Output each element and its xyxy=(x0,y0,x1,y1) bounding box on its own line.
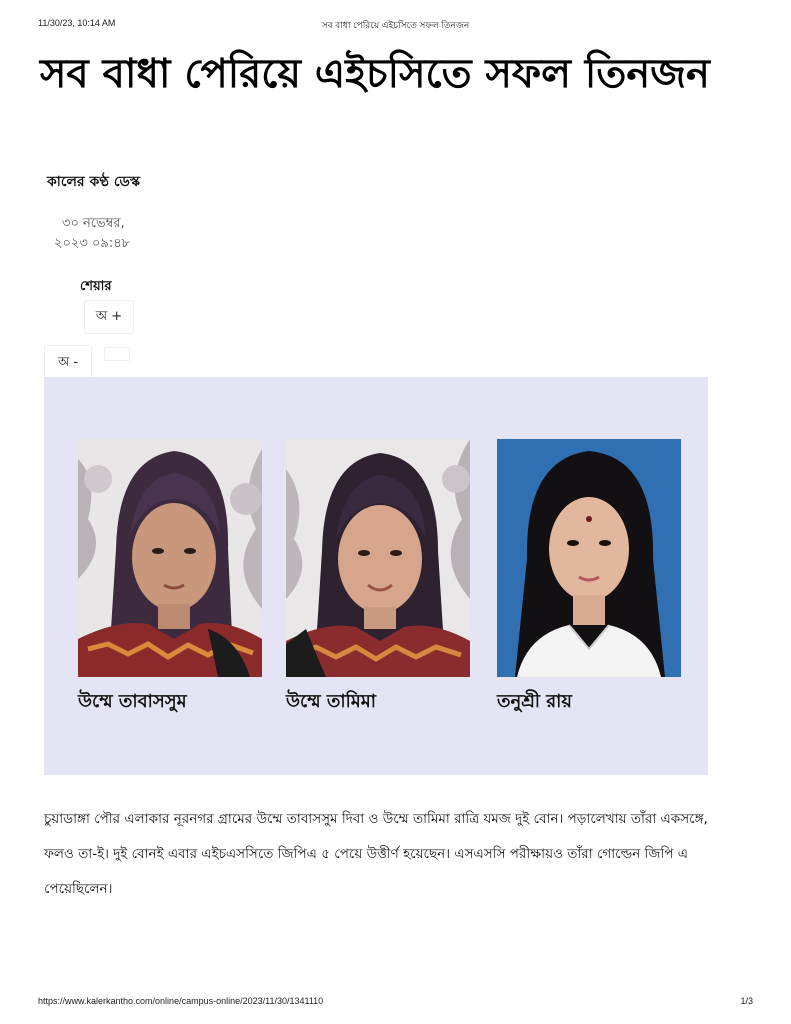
portrait-image xyxy=(78,439,262,677)
photo-caption-1: উম্মে তাবাসসুম xyxy=(78,691,187,712)
date-line-1: ৩০ নভেম্বর, xyxy=(62,216,125,231)
print-page-number: 1/3 xyxy=(740,996,753,1006)
photo-caption-3: তনুশ্রী রায় xyxy=(497,691,572,712)
photo-panel xyxy=(44,377,708,775)
article-body: চুয়াডাঙ্গা পৌর এলাকার নূরনগর গ্রামের উম্মে তাবাসসুম দিবা ও উম্মে তামিমা রাত্রি যমজ দুই বোন। পড়ালেখায় তাঁরা একসঙ্গে, ফলও তা-ই। দুই বোনই এবার এইচএসসিতে জিপিএ ৫ পেয়ে উত্তীর্ণ হয়েছেন। এসএসসি পরীক্ষায়ও তাঁরা গোল্ডেন জিপি এ পেয়েছিলেন। xyxy=(44,811,708,897)
date-line-2: ২০২৩ ০৯:৪৮ xyxy=(54,236,131,251)
share-label[interactable]: শেয়ার xyxy=(80,279,112,294)
photo-umme-tamima xyxy=(286,439,470,677)
print-url: https://www.kalerkantho.com/online/campus-online/2023/11/30/1341110 xyxy=(38,996,324,1006)
print-header xyxy=(38,18,753,32)
print-timestamp: 11/30/23, 10:14 AM xyxy=(38,18,116,28)
font-increase-button[interactable]: অ + xyxy=(84,300,134,334)
print-page-title: সব বাধা পেরিয়ে এইচসিতে সফল তিনজন xyxy=(321,20,470,30)
article-headline: সব বাধা পেরিয়ে এইচসিতে সফল তিনজন xyxy=(40,51,710,97)
article-date xyxy=(54,214,184,254)
portrait-image xyxy=(286,439,470,677)
photo-tanushree-roy xyxy=(497,439,681,677)
font-reset-button[interactable] xyxy=(104,347,130,361)
photo-umme-tabassum xyxy=(78,439,262,677)
article-author[interactable]: কালের কণ্ঠ ডেস্ক xyxy=(47,174,140,190)
photo-caption-2: উম্মে তামিমা xyxy=(286,691,376,712)
font-decrease-button[interactable]: অ - xyxy=(44,345,92,381)
print-footer xyxy=(38,996,753,1010)
portrait-image xyxy=(497,439,681,677)
